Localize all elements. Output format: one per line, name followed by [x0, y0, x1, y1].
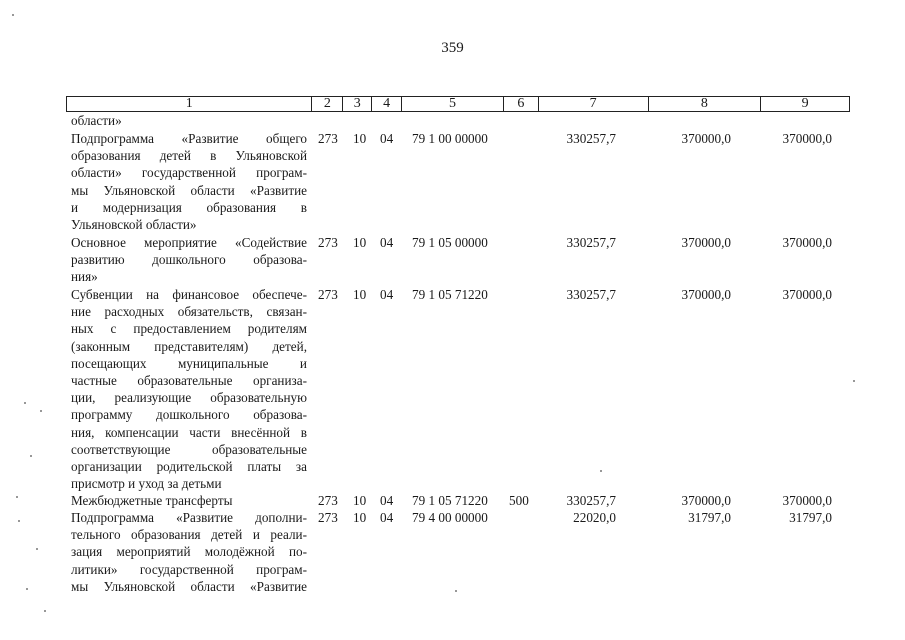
row-4-name-line: мы Ульяновской области «Развитие — [71, 578, 307, 594]
scan-speck — [40, 410, 42, 412]
row-0-col-9: 370000,0 — [782, 131, 832, 146]
row-2-name — [71, 286, 307, 492]
row-4-col-5: 79 4 00 00000 — [412, 510, 488, 525]
scan-speck — [26, 588, 28, 590]
row-3-col-9: 370000,0 — [782, 493, 832, 508]
row-1-name-line: Основное мероприятие «Содействие — [71, 235, 307, 250]
row-4-name-line: тельного образования детей и реали- — [71, 527, 307, 543]
table-header-row — [66, 96, 850, 112]
page-number: 359 — [441, 40, 464, 56]
scan-speck — [12, 14, 14, 16]
continuation-text — [71, 112, 307, 129]
row-3-col-6: 500 — [509, 493, 529, 508]
row-0-col-3: 10 — [353, 131, 367, 146]
row-2-col-2: 273 — [318, 287, 338, 302]
row-2-name-line: ние расходных обязательств, связан- — [71, 304, 307, 320]
row-1-col-4: 04 — [380, 235, 394, 250]
scan-speck — [30, 455, 32, 457]
header-col-2: 2 — [312, 97, 343, 111]
row-3-col-3: 10 — [353, 493, 367, 508]
row-3-name-line: Межбюджетные трансферты — [71, 493, 233, 508]
header-col-8: 8 — [649, 97, 762, 111]
row-3-col-5: 79 1 05 71220 — [412, 493, 488, 508]
row-4-name — [71, 509, 307, 595]
row-4-col-4: 04 — [380, 510, 394, 525]
row-3-col-2: 273 — [318, 493, 338, 508]
row-1-col-5: 79 1 05 00000 — [412, 235, 488, 250]
row-2-col-4: 04 — [380, 287, 394, 302]
row-4-col-3: 10 — [353, 510, 367, 525]
row-4-name-line: литики» государственной програм- — [71, 561, 307, 577]
row-1-col-7: 330257,7 — [566, 235, 616, 250]
row-0-col-8: 370000,0 — [681, 131, 731, 146]
header-col-4: 4 — [372, 97, 402, 111]
row-2-name-line: соответствующие образовательные — [71, 441, 307, 457]
row-0-col-2: 273 — [318, 131, 338, 146]
row-2-name-line: Субвенции на финансовое обеспече- — [71, 287, 307, 302]
row-2-name-line: присмотр и уход за детьми — [71, 476, 222, 492]
row-2-col-3: 10 — [353, 287, 367, 302]
row-0-name-line: мы Ульяновской области «Развитие — [71, 182, 307, 198]
row-1-name-line: развитию дошкольного образова- — [71, 252, 307, 268]
row-4-col-7: 22020,0 — [573, 510, 616, 525]
row-2-name-line: частные образовательные организа- — [71, 372, 307, 388]
row-2-name-line: программу дошкольного образова- — [71, 407, 307, 423]
scan-speck — [600, 470, 602, 472]
scan-speck — [455, 590, 457, 592]
scan-speck — [24, 402, 26, 404]
row-2-name-line: ции, реализующие образовательную — [71, 390, 307, 406]
row-2-name-line: (законным представителям) детей, — [71, 338, 307, 354]
header-col-1: 1 — [67, 97, 312, 111]
row-4-col-8: 31797,0 — [688, 510, 731, 525]
row-0-name-line: области» государственной програм- — [71, 165, 307, 181]
scan-speck — [36, 548, 38, 550]
scan-speck — [16, 496, 18, 498]
row-3-col-8: 370000,0 — [681, 493, 731, 508]
row-0-name — [71, 130, 307, 233]
row-4-col-2: 273 — [318, 510, 338, 525]
row-4-name-line: зация мероприятий молодёжной по- — [71, 544, 307, 560]
row-3-name — [71, 492, 307, 509]
row-0-name-line: Ульяновской области» — [71, 216, 197, 232]
row-3-col-4: 04 — [380, 493, 394, 508]
header-col-7: 7 — [539, 97, 649, 111]
row-0-col-7: 330257,7 — [566, 131, 616, 146]
row-2-name-line: ния, компенсации части внесённой в — [71, 424, 307, 440]
row-2-name-line: посещающих муниципальные и — [71, 355, 307, 371]
row-1-col-3: 10 — [353, 235, 367, 250]
row-1-col-9: 370000,0 — [782, 235, 832, 250]
row-0-name-line: и модернизация образования в — [71, 199, 307, 215]
row-2-col-9: 370000,0 — [782, 287, 832, 302]
row-0-name-line: Подпрограмма «Развитие общего — [71, 131, 307, 146]
header-col-6: 6 — [504, 97, 539, 111]
row-0-col-4: 04 — [380, 131, 394, 146]
row-1-col-2: 273 — [318, 235, 338, 250]
scan-speck — [44, 610, 46, 612]
row-4-name-line: Подпрограмма «Развитие дополни- — [71, 510, 307, 525]
row-2-col-8: 370000,0 — [681, 287, 731, 302]
row-1-col-8: 370000,0 — [681, 235, 731, 250]
row-0-col-5: 79 1 00 00000 — [412, 131, 488, 146]
row-4-col-9: 31797,0 — [789, 510, 832, 525]
header-col-9: 9 — [801, 96, 809, 111]
row-0-name-line: образования детей в Ульяновской — [71, 148, 307, 164]
row-2-name-line: ных с предоставлением родителям — [71, 321, 307, 337]
continuation-line: области» — [71, 113, 122, 128]
row-2-col-5: 79 1 05 71220 — [412, 287, 488, 302]
row-2-col-7: 330257,7 — [566, 287, 616, 302]
header-col-3: 3 — [343, 97, 372, 111]
row-3-col-7: 330257,7 — [566, 493, 616, 508]
scan-speck — [18, 520, 20, 522]
row-1-name-line: ния» — [71, 269, 98, 285]
row-2-name-line: организации родительской платы за — [71, 458, 307, 474]
header-col-5: 5 — [402, 97, 504, 111]
scan-speck — [853, 380, 855, 382]
row-1-name — [71, 234, 307, 286]
